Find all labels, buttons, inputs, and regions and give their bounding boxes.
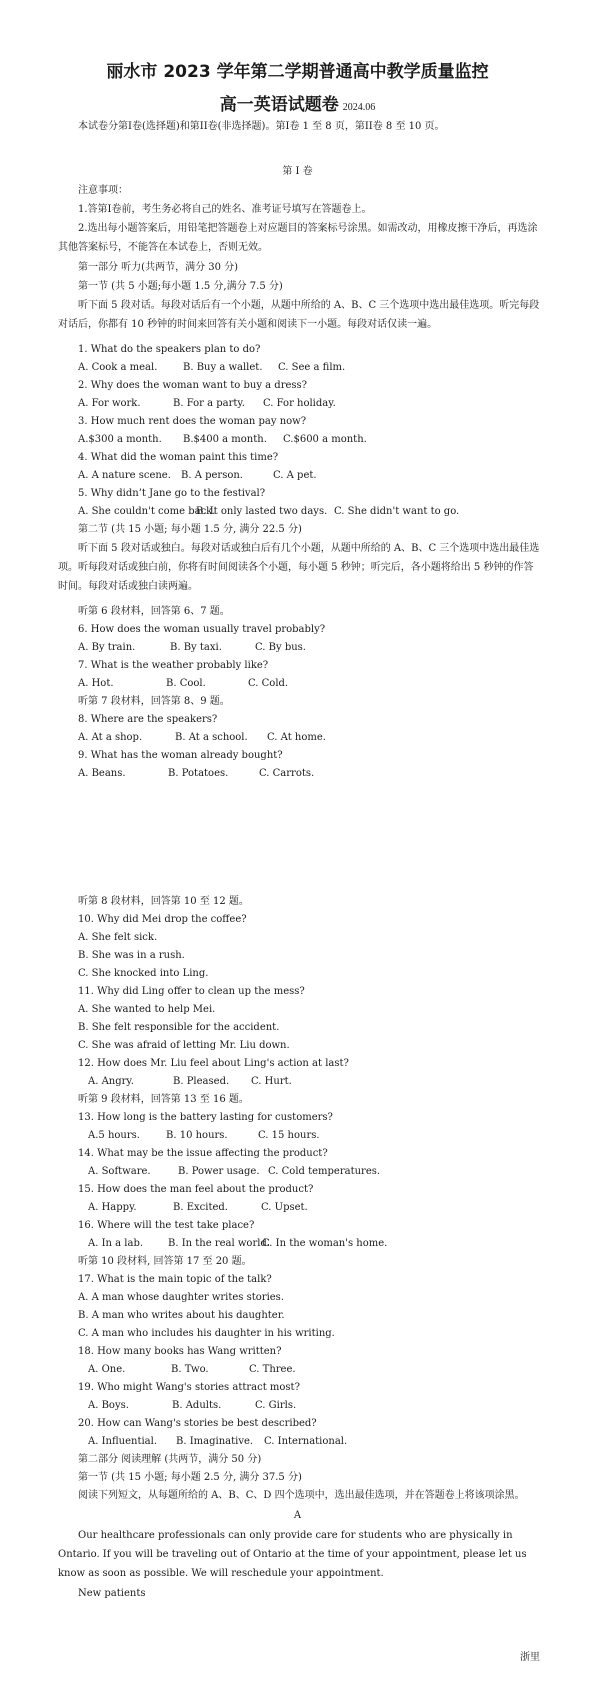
option-10c: C. She knocked into Ling.: [78, 968, 209, 979]
options-13: [88, 1130, 320, 1142]
options-18: [88, 1364, 296, 1376]
option-c: C. Hurt.: [251, 1076, 292, 1087]
question-9: 9. What has the woman already bought?: [78, 750, 283, 761]
option-c: C. Cold.: [248, 678, 289, 689]
material-9: 听第 9 段材料，回答第 13 至 16 题。: [78, 1094, 249, 1105]
option-11a: A. She wanted to help Mei.: [78, 1004, 216, 1015]
option-b: B. Adults.: [172, 1400, 222, 1411]
option-c: C. A pet.: [273, 470, 317, 481]
options-16: [88, 1238, 387, 1250]
option-a: A. Cook a meal.: [78, 362, 158, 373]
option-17b: B. A man who writes about his daughter.: [78, 1310, 285, 1321]
subtitle-text: 高一英语试题卷: [219, 95, 339, 115]
option-b: B. Excited.: [173, 1202, 228, 1213]
option-c: C. At home.: [267, 732, 326, 743]
option-b: B. Cool.: [166, 678, 206, 689]
option-c: C. She didn't want to go.: [334, 506, 460, 517]
section2-heading: 第二节 (共 15 小题; 每小题 1.5 分, 满分 22.5 分): [78, 524, 302, 535]
passage-paragraph-2: New patients: [78, 1588, 146, 1599]
options-12: [88, 1076, 292, 1088]
options-7: [78, 678, 288, 690]
exam-date: 2024.06: [342, 102, 376, 113]
option-11c: C. She was afraid of letting Mr. Liu down.: [78, 1040, 290, 1051]
exam-subtitle: [0, 90, 595, 115]
option-b: B. A person.: [181, 470, 243, 481]
question-3: 3. How much rent does the woman pay now?: [78, 416, 307, 427]
option-c: C. Upset.: [261, 1202, 308, 1213]
part2-section1-heading: 第一节 (共 15 小题; 每小题 2.5 分, 满分 37.5 分): [78, 1472, 302, 1483]
passage-paragraph-1: Our healthcare professionals can only provide care for students who are physically in Ontario. If you will be traveling out of Ontario at the time of your appointment, please let us know as soon as possible. We will reschedule your appointment.: [58, 1530, 527, 1579]
page-footer: 浙里: [520, 1652, 540, 1663]
option-b: B.$400 a month.: [183, 434, 267, 445]
option-c: C. Three.: [249, 1364, 296, 1375]
option-b: B. By taxi.: [170, 642, 222, 653]
options-20: [88, 1436, 347, 1448]
option-a: A. Hot.: [78, 678, 114, 689]
option-a: A. Happy.: [88, 1202, 137, 1213]
option-c: C. See a film.: [278, 362, 346, 373]
part2-heading: 第二部分 阅读理解 (共两节，满分 50 分): [78, 1454, 262, 1465]
options-9: [78, 768, 314, 780]
section1-heading: 第一节 (共 5 小题;每小题 1.5 分,满分 7.5 分): [78, 281, 283, 292]
question-12: 12. How does Mr. Liu feel about Ling's action at last?: [78, 1058, 349, 1069]
options-14: [88, 1166, 380, 1178]
question-2: 2. Why does the woman want to buy a dress?: [78, 380, 308, 391]
question-19: 19. Who might Wang's stories attract most?: [78, 1382, 300, 1393]
option-10a: A. She felt sick.: [78, 932, 158, 943]
option-b: B. Imaginative.: [176, 1436, 254, 1447]
part1-heading: 第一部分 听力(共两节，满分 30 分): [78, 262, 239, 273]
option-a: A. Influential.: [88, 1436, 157, 1447]
option-11b: B. She felt responsible for the accident.: [78, 1022, 280, 1033]
option-c: C. Cold temperatures.: [268, 1166, 381, 1177]
option-c: C. International.: [264, 1436, 348, 1447]
options-4: [78, 470, 317, 482]
passage-label: A: [293, 1510, 302, 1521]
option-b: B. Potatoes.: [168, 768, 229, 779]
question-17: 17. What is the main topic of the talk?: [78, 1274, 272, 1285]
option-b: B. It only lasted two days.: [196, 506, 328, 517]
question-14: 14. What may be the issue affecting the product?: [78, 1148, 328, 1159]
option-c: C. Girls.: [255, 1400, 297, 1411]
options-5: [78, 506, 459, 518]
question-16: 16. Where will the test take place?: [78, 1220, 255, 1231]
option-a: A. In a lab.: [88, 1238, 144, 1249]
option-a: A. She couldn't come back.: [78, 506, 216, 517]
question-4: 4. What did the woman paint this time?: [78, 452, 279, 463]
material-6: 听第 6 段材料，回答第 6、7 题。: [78, 606, 230, 617]
question-1: 1. What do the speakers plan to do?: [78, 344, 261, 355]
options-1: [78, 362, 345, 374]
question-18: 18. How many books has Wang written?: [78, 1346, 282, 1357]
question-20: 20. How can Wang's stories be best described?: [78, 1418, 317, 1429]
option-17c: C. A man who includes his daughter in his writing.: [78, 1328, 335, 1339]
intro-text: 本试卷分第I卷(选择题)和第II卷(非选择题)。第I卷 1 至 8 页，第II卷 8 至 10 页。: [78, 121, 445, 132]
question-13: 13. How long is the battery lasting for customers?: [78, 1112, 333, 1123]
option-a: A. At a shop.: [78, 732, 143, 743]
notice-title: 注意事项：: [78, 185, 128, 196]
options-19: [88, 1400, 296, 1412]
notice-1: 1.答第I卷前，考生务必将自己的姓名、准考证号填写在答题卷上。: [78, 204, 372, 215]
option-a: A. A nature scene.: [78, 470, 171, 481]
option-b: B. For a party.: [173, 398, 245, 409]
option-b: B. Buy a wallet.: [183, 362, 263, 373]
option-a: A. Boys.: [88, 1400, 129, 1411]
question-8: 8. Where are the speakers?: [78, 714, 218, 725]
option-c: C.$600 a month.: [283, 434, 367, 445]
material-10: 听第 10 段材料, 回答第 17 至 20 题。: [78, 1256, 252, 1267]
volume-heading: 第 I 卷: [282, 166, 313, 177]
option-a: A. One.: [88, 1364, 126, 1375]
option-a: A. Software.: [88, 1166, 151, 1177]
option-c: C. For holiday.: [263, 398, 336, 409]
option-b: B. At a school.: [175, 732, 248, 743]
options-2: [78, 398, 336, 410]
option-a: A. Beans.: [78, 768, 126, 779]
notice-2: 2.选出每小题答案后，用铅笔把答题卷上对应题目的答案标号涂黑。如需改动，用橡皮擦干净后，再选涂其他答案标号，不能答在本试卷上，否则无效。: [58, 223, 538, 253]
exam-title: 丽水市 2023 学年第二学期普通高中教学质量监控: [106, 62, 489, 82]
material-7: 听第 7 段材料，回答第 8、9 题。: [78, 696, 230, 707]
options-15: [88, 1202, 308, 1214]
option-a: A.5 hours.: [88, 1130, 140, 1141]
option-c: C. 15 hours.: [258, 1130, 320, 1141]
option-b: B. Pleased.: [173, 1076, 230, 1087]
material-8: 听第 8 段材料，回答第 10 至 12 题。: [78, 896, 249, 907]
option-c: C. In the woman's home.: [262, 1238, 388, 1249]
option-a: A. By train.: [78, 642, 136, 653]
option-a: A. Angry.: [88, 1076, 134, 1087]
section2-instructions: 听下面 5 段对话或独白。每段对话或独白后有几个小题，从题中所给的 A、B、C 三个选项中选出最佳选项。听每段对话或独白前，你将有时间阅读各个小题，每小题 5 秒钟；听完后，各小题将给出 5 秒钟的作答时间。每段对话或独白读两遍。: [58, 543, 540, 592]
question-11: 11. Why did Ling offer to clean up the mess?: [78, 986, 305, 997]
question-6: 6. How does the woman usually travel probably?: [78, 624, 326, 635]
question-15: 15. How does the man feel about the product?: [78, 1184, 314, 1195]
option-a: A.$300 a month.: [78, 434, 162, 445]
option-b: B. Two.: [171, 1364, 209, 1375]
question-7: 7. What is the weather probably like?: [78, 660, 269, 671]
part2-instructions: 阅读下列短文，从每题所给的 A、B、C、D 四个选项中，选出最佳选项，并在答题卷上将该项涂黑。: [78, 1490, 525, 1501]
option-c: C. Carrots.: [259, 768, 315, 779]
option-a: A. For work.: [78, 398, 141, 409]
option-c: C. By bus.: [255, 642, 306, 653]
option-b: B. 10 hours.: [166, 1130, 228, 1141]
options-3: [78, 434, 367, 446]
options-8: [78, 732, 326, 744]
question-10: 10. Why did Mei drop the coffee?: [78, 914, 247, 925]
option-b: B. In the real world.: [168, 1238, 271, 1249]
option-17a: A. A man whose daughter writes stories.: [78, 1292, 284, 1303]
options-6: [78, 642, 306, 654]
section1-instructions: 听下面 5 段对话。每段对话后有一个小题，从题中所给的 A、B、C 三个选项中选出最佳选项。听完每段对话后，你都有 10 秒钟的时间来回答有关小题和阅读下一小题。每段对话仅读一遍。: [58, 300, 540, 330]
option-10b: B. She was in a rush.: [78, 950, 185, 961]
option-b: B. Power usage.: [178, 1166, 260, 1177]
question-5: 5. Why didn’t Jane go to the festival?: [78, 488, 266, 499]
